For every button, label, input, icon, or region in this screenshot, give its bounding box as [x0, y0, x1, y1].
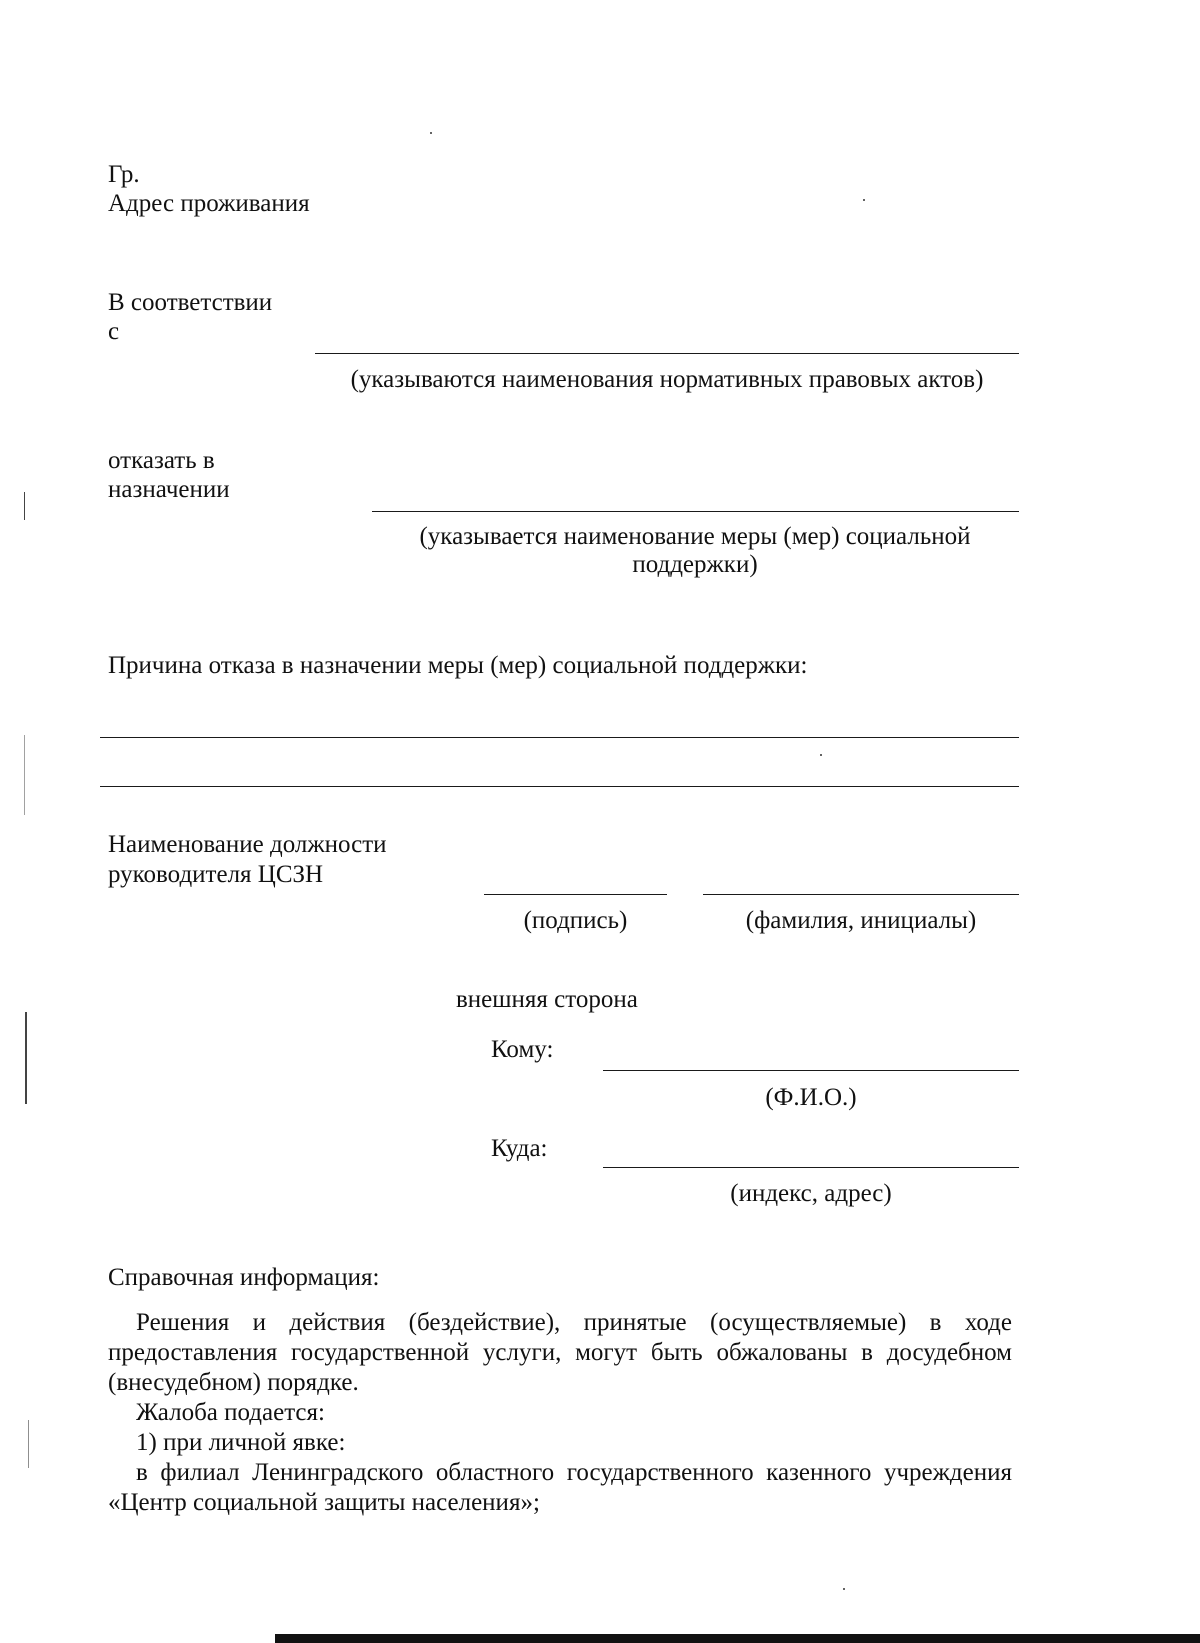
where-blank-line [603, 1167, 1019, 1168]
scan-speck [863, 199, 865, 201]
scan-speck [820, 754, 822, 756]
address-label: Адрес проживания [108, 190, 310, 217]
where-label: Куда: [491, 1135, 548, 1162]
accordance-label-line2: с [108, 318, 120, 345]
signature-blank-line [484, 894, 667, 895]
reference-paragraph-1: Решения и действия (бездействие), принятые (осуществляемые) в ходе предоставления государственной услуги, могут быть обжалованы в досудебном (внесудебном) порядке. [108, 1309, 1012, 1396]
scan-edge-mark [28, 1420, 29, 1468]
reference-paragraph-2: Жалоба подается: [136, 1399, 325, 1426]
reason-blank-line-1 [100, 737, 1019, 738]
reference-paragraph-4: в филиал Ленинградского областного государственного казенного учреждения «Центр социальной защиты населения»; [108, 1459, 1012, 1516]
name-blank-line [703, 894, 1019, 895]
position-label-line2: руководителя ЦСЗН [108, 861, 324, 888]
reference-paragraph-3: 1) при личной явке: [136, 1429, 346, 1456]
reason-label: Причина отказа в назначении меры (мер) социальной поддержки: [108, 652, 808, 679]
citizen-label: Гр. [108, 161, 140, 188]
scan-bottom-edge [275, 1634, 1200, 1643]
scan-edge-mark [24, 492, 25, 520]
scan-edge-mark [25, 1012, 27, 1104]
to-label: Кому: [491, 1036, 554, 1063]
to-caption: (Ф.И.О.) [765, 1084, 857, 1111]
refusal-label-line2: назначении [108, 476, 230, 503]
to-blank-line [603, 1070, 1019, 1071]
scan-edge-mark [24, 735, 25, 815]
reason-blank-line-2 [100, 786, 1019, 787]
refusal-blank-line [372, 511, 1019, 512]
refusal-label-line1: отказать в [108, 447, 215, 474]
where-caption: (индекс, адрес) [730, 1180, 892, 1207]
position-label-line1: Наименование должности [108, 831, 387, 858]
accordance-label-line1: В соответствии [108, 289, 273, 316]
reference-body [108, 1308, 1012, 1518]
scan-speck [430, 132, 432, 134]
signature-caption: (подпись) [523, 907, 628, 934]
scan-speck [843, 1588, 845, 1590]
reference-title: Справочная информация: [108, 1264, 380, 1291]
accordance-blank-line [315, 353, 1019, 354]
envelope-title: внешняя сторона [456, 986, 638, 1013]
accordance-caption: (указываются наименования нормативных правовых актов) [350, 366, 984, 393]
name-caption: (фамилия, инициалы) [745, 907, 977, 934]
refusal-caption: (указывается наименование меры (мер) социальной поддержки) [419, 523, 971, 578]
